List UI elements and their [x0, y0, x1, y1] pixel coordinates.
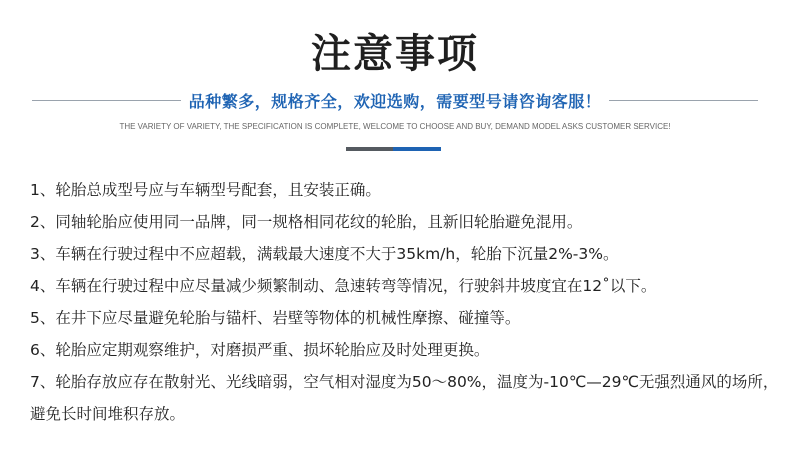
accent-bar-gray	[346, 147, 393, 151]
note-item: 3、车辆在行驶过程中不应超载，满载最大速度不大于35km/h，轮胎下沉量2%-3%。	[30, 245, 619, 263]
note-item: 5、在井下应尽量避免轮胎与锚杆、岩壁等物体的机械性摩擦、碰撞等。	[30, 309, 521, 327]
notes-list	[30, 174, 780, 430]
page-title: 注意事项	[311, 31, 479, 77]
note-item: 2、同轴轮胎应使用同一品牌，同一规格相同花纹的轮胎，且新旧轮胎避免混用。	[30, 213, 583, 231]
page-subtitle: 品种繁多，规格齐全，欢迎选购，需要型号请咨询客服！	[188, 91, 602, 111]
note-item: 1、轮胎总成型号应与车辆型号配套，且安装正确。	[30, 181, 381, 199]
note-item: 4、车辆在行驶过程中应尽量减少频繁制动、急速转弯等情况，行驶斜井坡度宜在12˚以下。	[30, 277, 657, 295]
divider-right	[609, 100, 758, 101]
note-item: 6、轮胎应定期观察维护，对磨损严重、损坏轮胎应及时处理更换。	[30, 341, 490, 359]
english-subtitle: THE VARIETY OF VARIETY, THE SPECIFICATION IS COMPLETE, WELCOME TO CHOOSE AND BUY, DEMAND MODEL ASKS CUSTOMER SERVICE!	[119, 122, 671, 131]
subtitle-row	[32, 88, 758, 112]
accent-bar-blue	[393, 147, 441, 151]
divider-left	[32, 100, 181, 101]
note-item: 7、轮胎存放应存在散射光、光线暗弱，空气相对湿度为50～80%，温度为-10℃—29℃无强烈通风的场所，避免长时间堆积存放。	[30, 373, 779, 423]
